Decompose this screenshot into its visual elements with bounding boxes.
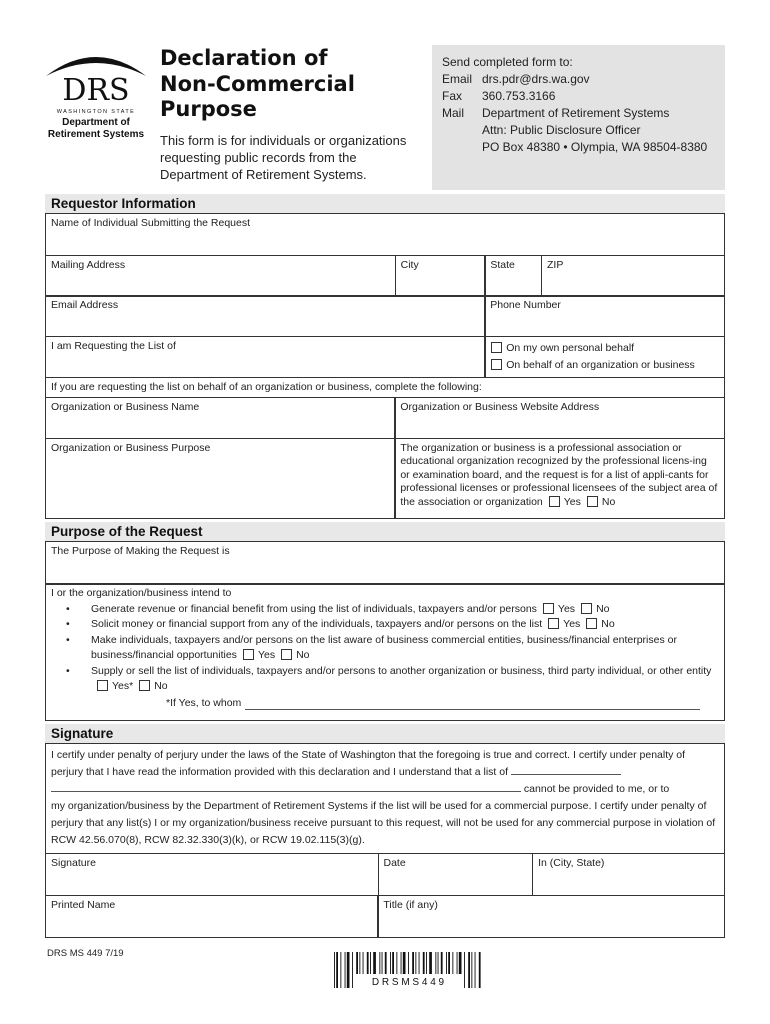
name-field[interactable] bbox=[45, 213, 725, 256]
phone-field[interactable] bbox=[484, 295, 725, 337]
yes-label: Yes bbox=[563, 495, 581, 508]
barcode-bar bbox=[464, 952, 465, 988]
field-label: ZIP bbox=[547, 258, 564, 271]
barcode-bar bbox=[471, 952, 472, 988]
barcode-bar bbox=[336, 952, 338, 988]
no-label: No bbox=[596, 602, 610, 615]
item-text: Supply or sell the list of individuals, taxpayers and/or persons to another organization or business, third party individual, or other entity bbox=[91, 664, 712, 677]
yes-label: Yes bbox=[563, 618, 581, 631]
option-label: On behalf of an organization or business bbox=[506, 359, 695, 372]
drs-logo bbox=[42, 46, 150, 142]
email-link[interactable]: drs.pdr@drs.wa.gov bbox=[482, 72, 590, 86]
item-text: Solicit money or financial support from any of the individuals, taxpayers and/or persons on the list bbox=[91, 618, 543, 631]
footer bbox=[45, 948, 725, 988]
intent-item bbox=[51, 664, 719, 695]
yes-label: Yes bbox=[557, 602, 576, 615]
mail-line: Department of Retirement Systems bbox=[482, 106, 670, 120]
cert-text: I certify under penalty of perjury under the laws of the State of Washington that the foregoing is true and correct. I certify under penalty of perjury that I have read the information provided with this declaration and I understand that a list of bbox=[51, 749, 686, 779]
svg-text:D R S M S 4 4 9: D R S M S 4 4 9 bbox=[371, 976, 444, 988]
fax-number: 360.753.3166 bbox=[482, 89, 556, 103]
requesting-list-field[interactable] bbox=[45, 336, 486, 378]
field-label: State bbox=[490, 258, 515, 271]
city-field[interactable] bbox=[395, 255, 486, 297]
field-label: I am Requesting the List of bbox=[51, 340, 176, 353]
barcode bbox=[334, 952, 482, 988]
purpose-field[interactable] bbox=[45, 541, 725, 585]
option-label: On my own personal behalf bbox=[506, 342, 635, 355]
date-field[interactable] bbox=[378, 853, 534, 896]
mail-label: Mail bbox=[442, 106, 465, 120]
zip-field[interactable] bbox=[541, 255, 725, 297]
field-label: City bbox=[400, 258, 419, 271]
intent-item bbox=[51, 602, 719, 618]
field-label: Organization or Business Purpose bbox=[51, 441, 211, 454]
cert-text: cannot be provided to me, or to bbox=[523, 783, 670, 796]
barcode-bar bbox=[352, 952, 353, 988]
mail-line: PO Box 48380 • Olympia, WA 98504-8380 bbox=[482, 140, 708, 154]
if-yes-label: *If Yes, to whom bbox=[166, 696, 242, 709]
svg-text:Retirement Systems: Retirement Systems bbox=[47, 129, 145, 140]
title-line: Non-Commercial bbox=[160, 71, 355, 96]
field-label: Phone Number bbox=[490, 299, 561, 312]
org-purpose-field[interactable] bbox=[45, 438, 396, 519]
barcode-bar bbox=[340, 952, 341, 988]
field-label: Mailing Address bbox=[51, 258, 126, 271]
yes-label: Yes bbox=[257, 649, 276, 662]
field-label: In (City, State) bbox=[538, 857, 605, 870]
page-title bbox=[160, 46, 355, 123]
svg-text:WASHINGTON STATE: WASHINGTON STATE bbox=[56, 109, 136, 115]
field-label: The Purpose of Making the Request is bbox=[51, 544, 230, 557]
item-text: Make individuals, taxpayers and/or persons on the list aware of business commercial entities, business/financial enterprises or business/financial opportunities bbox=[91, 633, 677, 662]
cert-text: my organization/business by the Department of Retirement Systems if the list will be used for a commercial purpose. I certify under penalty of perjury that any list(s) I or my organization/business receive pursuant to this request, will not be used for any commercial purpose in violation of RCW 42.56.070(8), RCW 82.32.330(3)(k), or RCW 19.02.115(3)(g). bbox=[51, 800, 716, 847]
barcode-bar bbox=[344, 952, 345, 988]
no-label: No bbox=[296, 649, 310, 662]
yes-label: Yes* bbox=[112, 680, 134, 693]
field-label: Printed Name bbox=[51, 898, 116, 911]
intent-item bbox=[51, 617, 719, 633]
svg-text:DRS: DRS bbox=[62, 73, 130, 108]
revenue-no-checkbox[interactable] bbox=[581, 603, 592, 614]
state-field[interactable] bbox=[484, 255, 542, 297]
city-state-field[interactable] bbox=[532, 853, 725, 896]
field-label: Date bbox=[383, 857, 406, 870]
section-purpose: Purpose of the Request bbox=[45, 522, 725, 541]
to-whom-input[interactable] bbox=[245, 699, 700, 710]
no-label: No bbox=[154, 680, 168, 693]
supply-no-checkbox[interactable] bbox=[139, 680, 150, 691]
no-label: No bbox=[601, 618, 615, 631]
barcode-bar bbox=[478, 952, 480, 988]
form-id: DRS MS 449 7/19 bbox=[47, 947, 124, 959]
field-label: Organization or Business Name bbox=[51, 401, 200, 414]
barcode-bar bbox=[334, 952, 335, 988]
field-label: Organization or Business Website Address bbox=[400, 401, 600, 414]
field-label: Name of Individual Submitting the Request bbox=[51, 217, 251, 229]
printed-name-field[interactable] bbox=[45, 895, 379, 938]
aware-yes-checkbox[interactable] bbox=[243, 649, 254, 660]
email-label: Email bbox=[442, 72, 473, 86]
list-of-input-cont[interactable] bbox=[51, 781, 521, 792]
item-text: Generate revenue or financial benefit from using the list of individuals, taxpayers and/or persons bbox=[91, 602, 537, 615]
send-heading: Send completed form to: bbox=[442, 55, 573, 69]
section-signature: Signature bbox=[45, 724, 725, 743]
org-note: If you are requesting the list on behalf of an organization or business, complete the following: bbox=[45, 377, 725, 399]
fax-label: Fax bbox=[442, 89, 463, 103]
intent-label: I or the organization/business intend to bbox=[51, 587, 232, 600]
barcode-bar bbox=[346, 952, 349, 988]
solicit-no-checkbox[interactable] bbox=[586, 618, 597, 629]
mail-line: Attn: Public Disclosure Officer bbox=[482, 123, 641, 137]
org-website-field[interactable] bbox=[394, 397, 725, 439]
own-behalf-checkbox[interactable] bbox=[491, 342, 502, 353]
intent-item bbox=[51, 633, 719, 664]
barcode-bar bbox=[468, 952, 470, 988]
list-of-input[interactable] bbox=[511, 764, 621, 775]
subtitle: This form is for individuals or organizations requesting public records from the Department of Retirement Systems. bbox=[160, 133, 407, 182]
signature-field[interactable] bbox=[45, 853, 379, 896]
prof-yes-checkbox[interactable] bbox=[549, 496, 560, 507]
question-text: The organization or business is a professional association or educational organization recognized by the professional licens-ing or examination board, and the request is for a list of appli-cants for professional licenses or professional licensees of the subject area of the association or organization bbox=[400, 441, 718, 508]
title-line: Purpose bbox=[160, 97, 257, 121]
org-name-field[interactable] bbox=[45, 397, 396, 439]
revenue-yes-checkbox[interactable] bbox=[543, 603, 554, 614]
form-body bbox=[45, 194, 725, 988]
intent-block bbox=[45, 583, 725, 721]
solicit-yes-checkbox[interactable] bbox=[548, 618, 559, 629]
field-label: Signature bbox=[51, 857, 96, 870]
behalf-options bbox=[484, 336, 725, 378]
title-field[interactable] bbox=[377, 895, 725, 938]
email-field[interactable] bbox=[45, 295, 486, 337]
prof-no-checkbox[interactable] bbox=[587, 496, 598, 507]
barcode-bar bbox=[474, 952, 475, 988]
field-label: Email Address bbox=[51, 299, 119, 312]
svg-text:Department of: Department of bbox=[62, 117, 130, 128]
send-to-box bbox=[432, 45, 725, 190]
section-requestor: Requestor Information bbox=[45, 194, 725, 213]
supply-yes-checkbox[interactable] bbox=[97, 680, 108, 691]
aware-no-checkbox[interactable] bbox=[281, 649, 292, 660]
title-line: Declaration of bbox=[160, 46, 328, 70]
professional-assoc-question bbox=[394, 438, 725, 519]
mailing-address-field[interactable] bbox=[45, 255, 396, 297]
no-label: No bbox=[601, 495, 616, 508]
certification-text bbox=[45, 743, 725, 854]
field-label: Title (if any) bbox=[383, 898, 438, 911]
org-behalf-checkbox[interactable] bbox=[491, 359, 502, 370]
